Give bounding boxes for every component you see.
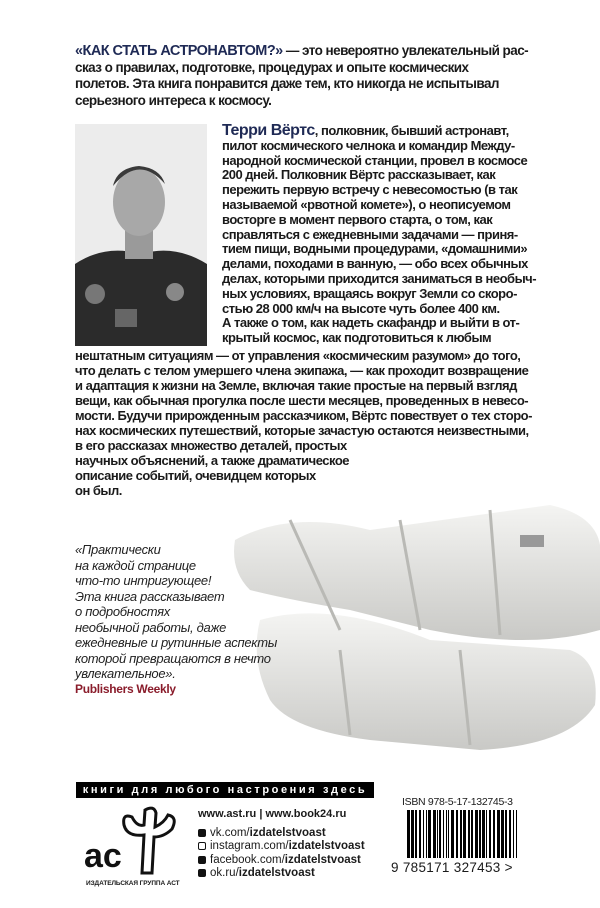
- bio-line: мости. Будучи прирожденным рассказчиком, Вёртс повествует о тех сторо-: [75, 408, 532, 423]
- bio-line: восторге в момент первого старта, о том, как: [222, 211, 493, 227]
- barcode-bar: [468, 810, 470, 858]
- bio-line: описание событий, очевидцем которых: [75, 468, 316, 483]
- bio-line: , полковник, бывший астронавт,: [314, 123, 509, 138]
- bio-line: пилот космического челнока и командир Между-: [222, 137, 515, 153]
- barcode-bar: [475, 810, 478, 858]
- barcode-bar: [428, 810, 431, 858]
- bio-line: ных условиях, вращаясь вокруг Земли со скоро-: [222, 285, 517, 301]
- bio-line: что делать с телом умершего члена экипажа, — как проходит возвращение: [75, 363, 529, 378]
- tagline-banner: книги для любого настроения здесь: [76, 782, 374, 798]
- quote-line: что-то интригующее!: [75, 573, 212, 588]
- quote-line: увлекательное».: [75, 666, 176, 681]
- barcode-bar: [411, 810, 414, 858]
- barcode-bar: [407, 810, 410, 858]
- logo-caption: ИЗДАТЕЛЬСКАЯ ГРУППА АСТ: [86, 880, 180, 887]
- bio-line: нештатным ситуациям — от управления «космическим разумом» до того,: [75, 348, 521, 363]
- barcode-bar: [433, 810, 436, 858]
- barcode-bar: [437, 810, 438, 858]
- barcode-bar: [423, 810, 424, 858]
- publisher-links: [198, 808, 365, 881]
- barcode-bar: [509, 810, 511, 858]
- barcode-bar: [419, 810, 421, 858]
- social-link-facebook[interactable]: facebook.com/izdatelstvoast: [198, 854, 365, 868]
- barcode-bar: [513, 810, 514, 858]
- barcode-bar: [501, 810, 504, 858]
- barcode-bar: [451, 810, 454, 858]
- barcode-bar: [471, 810, 473, 858]
- publisher-logo: [82, 805, 187, 877]
- quote-source: Publishers Weekly: [75, 681, 176, 696]
- barcode-bar: [439, 810, 441, 858]
- barcode-bar: [426, 810, 427, 858]
- barcode-bar: [505, 810, 507, 858]
- author-name: Терри Вёртс: [222, 122, 315, 139]
- bio-line: нах космических путешествий, которые зачастую остаются неизвестными,: [75, 423, 529, 438]
- bio-line: стью 28 000 км/ч на высоте чуть более 400 км.: [222, 300, 500, 316]
- bio-line: вещи, как обычная прогулка после шести месяцев, проведенных в невесо-: [75, 393, 529, 408]
- quote-line: которой превращаются в нечто: [75, 650, 271, 666]
- bio-line: и адаптация к жизни на Земле, включая такие простые на первый взгляд: [75, 378, 517, 393]
- bio-line: он был.: [75, 483, 122, 498]
- barcode-bar: [486, 810, 487, 858]
- instagram-icon: [198, 842, 206, 850]
- barcode-bar: [463, 810, 466, 858]
- barcode-bar: [460, 810, 462, 858]
- intro-paragraph: [75, 43, 528, 109]
- quote-line: необычной работы, даже: [75, 619, 227, 635]
- bio-line: делами, походами в ванную, — обо всех обычных: [222, 256, 528, 272]
- intro-line: полетов. Эта книга понравится даже тем, кто никогда не испытывал: [75, 76, 499, 91]
- barcode-bar: [489, 810, 491, 858]
- intro-line: сказ о правилах, подготовке, процедурах и опыте космических: [75, 59, 469, 75]
- quote-line: ежедневные и рутинные аспекты: [75, 635, 278, 650]
- bio-lines: [222, 139, 536, 346]
- bio-line: научных объяснений, а также драматическое: [75, 453, 350, 468]
- bio-line: справляться с ежедневными задачами — приня-: [222, 226, 518, 242]
- intro-line: серьезного интереса к космосу.: [75, 92, 272, 108]
- bio-line: А также о том, как надеть скафандр и выйти в от-: [222, 315, 520, 331]
- quote-line: на каждой странице: [75, 557, 196, 573]
- bio-line: 200 дней. Полковник Вёртс рассказывает, как: [222, 167, 496, 183]
- social-link-vk[interactable]: vk.com/izdatelstvoast: [198, 827, 365, 841]
- barcode-bar: [497, 810, 500, 858]
- author-photo: [75, 124, 207, 346]
- quote-line: Эта книга рассказывает: [75, 588, 225, 604]
- barcode-bar: [415, 810, 417, 858]
- isbn-label: ISBN 978-5-17-132745-3: [402, 796, 513, 808]
- barcode-bar: [446, 810, 447, 858]
- social-link-instagram[interactable]: instagram.com/izdatelstvoast: [198, 840, 365, 854]
- bio-line: народной космической станции, провел в космосе: [222, 152, 528, 168]
- facebook-icon: [198, 856, 206, 864]
- bio-line: тием пищи, водными процедурами, «домашними»: [222, 241, 528, 257]
- social-link-ok[interactable]: ok.ru/izdatelstvoast: [198, 867, 365, 881]
- barcode: [407, 810, 519, 858]
- ok-icon: [198, 869, 206, 877]
- bio-line: называемой «рвотной комете»), о неописуемом: [222, 196, 511, 212]
- author-bio: [222, 124, 536, 346]
- barcode-bar: [482, 810, 485, 858]
- intro-line: — это невероятно увлекательный рас-: [282, 43, 529, 58]
- bio-line: пережить первую встречу с невесомостью (в так: [222, 182, 518, 198]
- bio-line: в его рассказах множество деталей, простых: [75, 438, 347, 453]
- bio-line: крытый космос, как подготовиться к любым: [222, 330, 492, 346]
- websites-link[interactable]: www.ast.ru | www.book24.ru: [198, 808, 347, 820]
- barcode-bar: [443, 810, 444, 858]
- svg-text:ac: ac: [84, 837, 122, 875]
- barcode-bar: [448, 810, 449, 858]
- barcode-bar: [479, 810, 481, 858]
- spacesuit-image: [230, 500, 600, 770]
- barcode-bar: [456, 810, 458, 858]
- vk-icon: [198, 829, 206, 837]
- book-title: «КАК СТАТЬ АСТРОНАВТОМ?»: [75, 43, 283, 59]
- barcode-bar: [493, 810, 495, 858]
- quote-line: «Практически: [75, 542, 161, 557]
- barcode-number: 9 785171 327453 >: [391, 860, 513, 875]
- barcode-bar: [516, 810, 517, 858]
- review-quote: [75, 542, 277, 697]
- bio-continued: [75, 348, 532, 498]
- quote-line: о подробностях: [75, 604, 170, 619]
- bio-line: делах, которыми приходится заниматься в необыч-: [222, 270, 537, 286]
